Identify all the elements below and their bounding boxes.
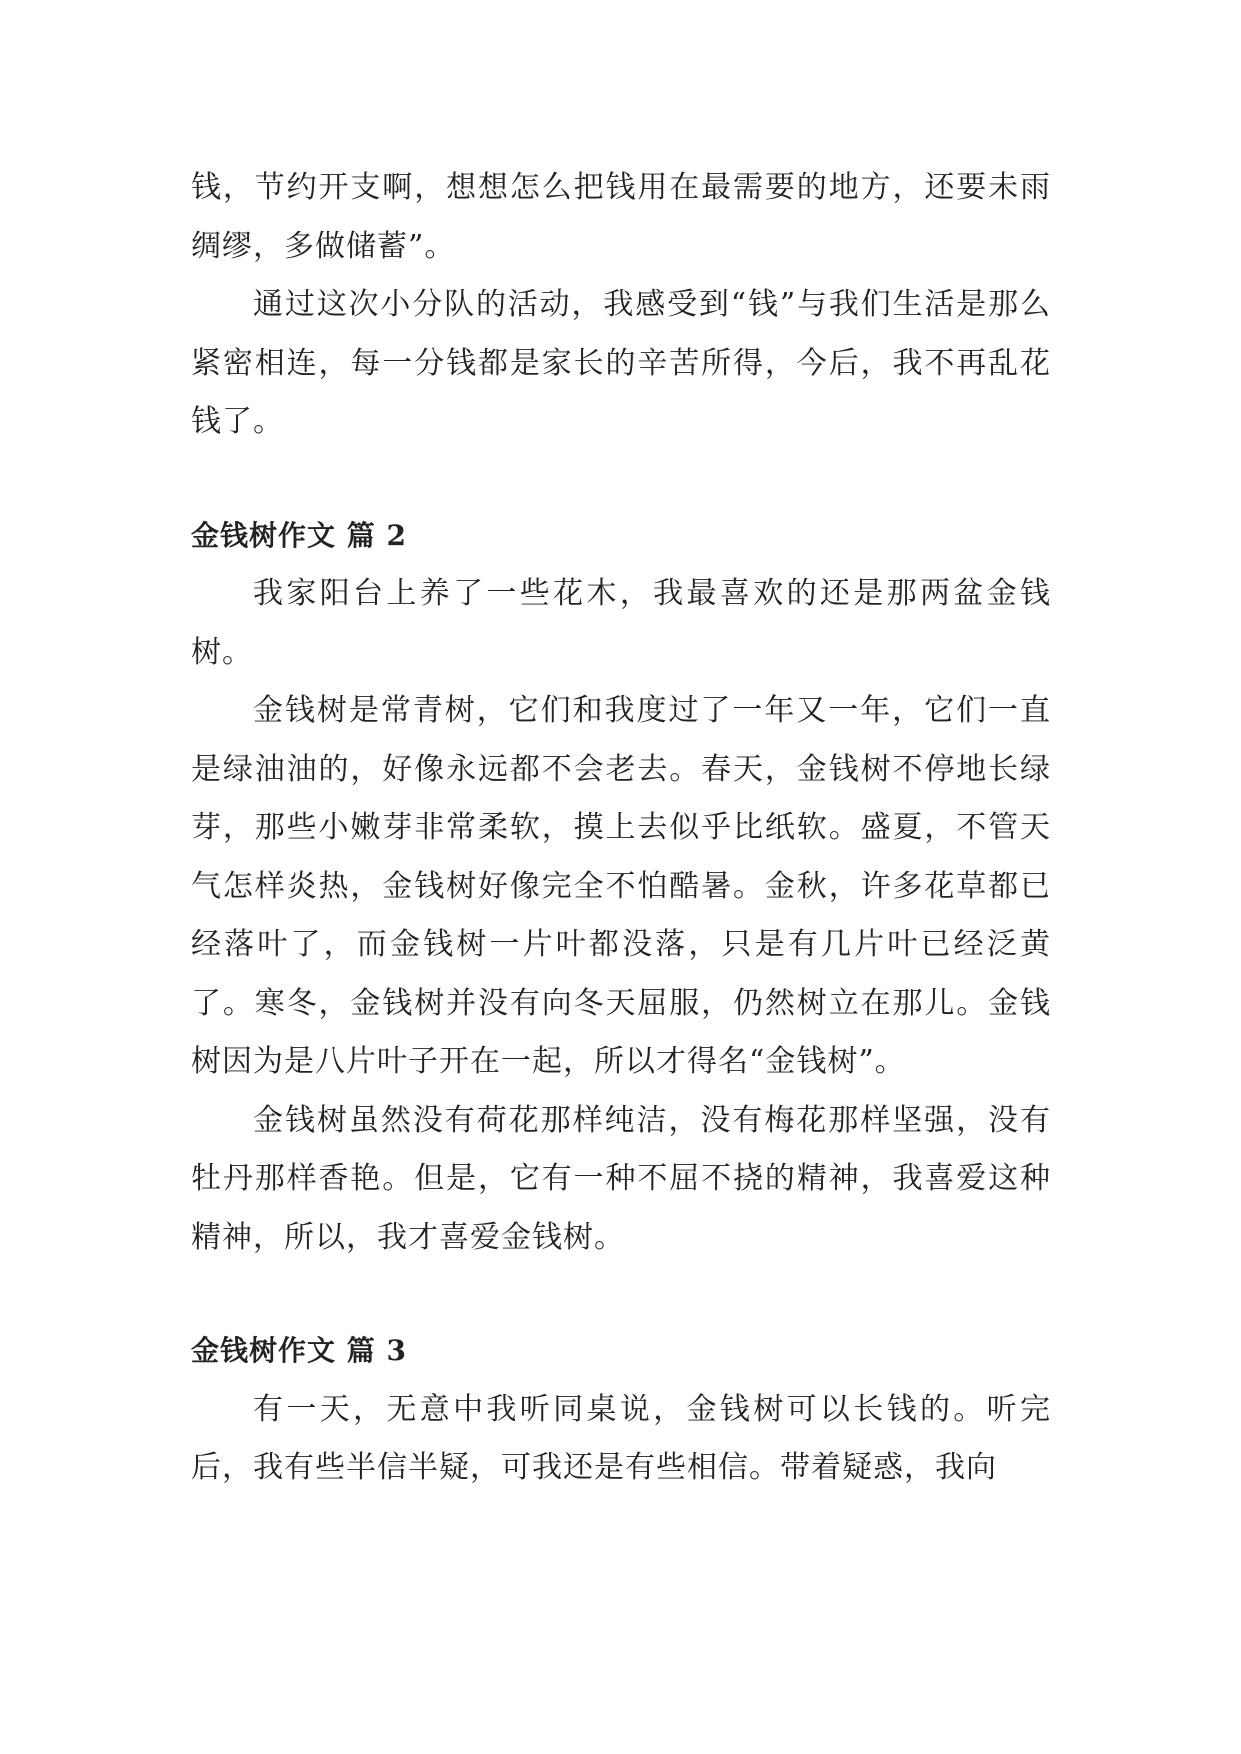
section-2-paragraph-2: 金钱树是常青树，它们和我度过了一年又一年，它们一直是绿油油的，好像永远都不会老去。春天，金钱树不停地长绿芽，那些小嫩芽非常柔软，摸上去似乎比纸软。盛夏，不管天气怎样炎热，金钱树好像完全不怕酷暑。金秋，许多花草都已经落叶了，而金钱树一片叶都没落，只是有几片叶已经泛黄了。寒冬，金钱树并没有向冬天屈服，仍然树立在那儿。金钱树因为是八片叶子开在一起，所以才得名“金钱树”。 xyxy=(191,693,1051,1079)
section-2-paragraph-3: 金钱树虽然没有荷花那样纯洁，没有梅花那样坚强，没有牡丹那样香艳。但是，它有一种不屈不挠的精神，我喜爱这种精神，所以，我才喜爱金钱树。 xyxy=(191,1102,1051,1255)
paragraph-conclusion: 通过这次小分队的活动，我感受到“钱”与我们生活是那么紧密相连，每一分钱都是家长的辛苦所得，今后，我不再乱花钱了。 xyxy=(191,287,1051,439)
section-heading-2: 金钱树作文 篇 2 xyxy=(191,518,407,552)
section-3-paragraph-1: 有一天，无意中我听同桌说，金钱树可以长钱的。听完后，我有些半信半疑，可我还是有些相信。带着疑惑，我向 xyxy=(191,1391,1051,1485)
section-heading-3: 金钱树作文 篇 3 xyxy=(191,1334,407,1367)
document-body xyxy=(191,159,1051,1498)
paragraph-continuation: 钱，节约开支啊，想想怎么把钱用在最需要的地方，还要未雨绸缪，多做储蓄”。 xyxy=(191,170,1051,264)
section-2-paragraph-1: 我家阳台上养了一些花木，我最喜欢的还是那两盆金钱树。 xyxy=(191,576,1051,670)
